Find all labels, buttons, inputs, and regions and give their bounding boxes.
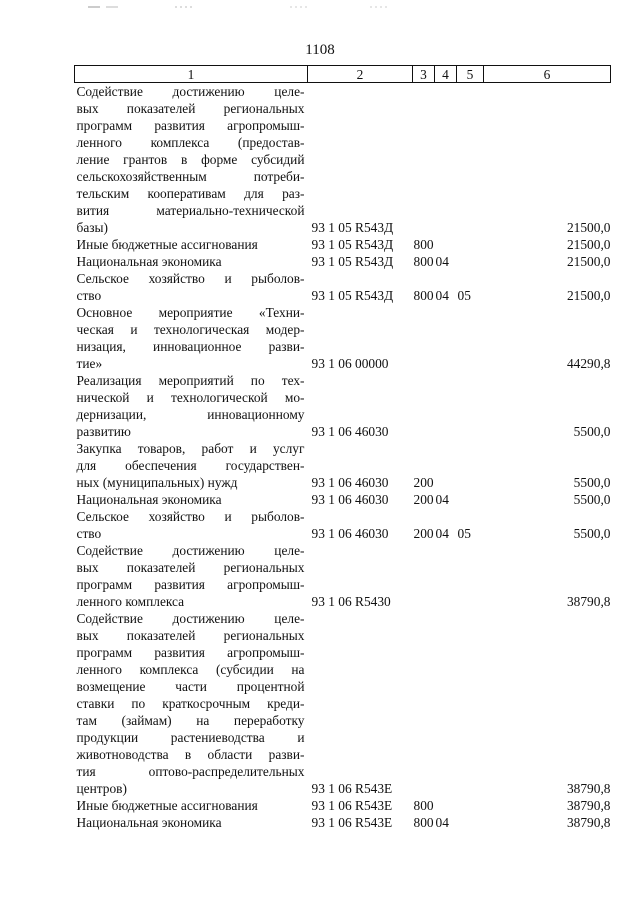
row-name-line: Содействие достижению целе- [76,611,305,626]
row-name-line: продукции растениеводства и [76,730,305,745]
page-number: 1108 [305,42,335,58]
row-name-line: ставки по краткосрочным креди- [76,696,305,711]
table-row [75,491,611,508]
budget-table [74,65,611,831]
column-header-4: 4 [435,66,457,83]
row-subsection [457,372,484,440]
column-header-1: 1 [75,66,308,83]
row-name-line: ленного комплекса [76,594,185,609]
row-code: 93 1 06 46030 [311,492,389,507]
table-row [75,610,611,797]
row-name-line: программ развития агропромыш- [76,577,305,592]
row-expense-type [413,542,435,610]
row-expense-type: 200 [413,526,434,541]
row-code: 93 1 05 R543Д [311,220,394,235]
row-expense-type: 800 [413,815,434,830]
row-subsection [457,610,484,797]
row-expense-type [413,372,435,440]
row-name-line: ление грантов в форме субсидий [76,152,305,167]
row-section: 04 [435,492,449,507]
row-name [75,270,308,304]
row-name-line: программ развития агропромыш- [76,645,305,660]
row-code: 93 1 05 R543Д [311,237,394,252]
row-amount: 38790,8 [566,815,611,830]
row-name-line: животноводства в области разви- [76,747,305,762]
table-row [75,253,611,270]
row-name-line: вых показателей региональных [76,560,305,575]
row-name-line: ленного комплекса (субсидии на [76,662,305,677]
row-name [75,508,308,542]
row-name-line: ческая и технологическая модер- [76,322,305,337]
row-name-line: Сельское хозяйство и рыболов- [76,509,305,524]
row-amount: 38790,8 [566,594,611,609]
table-body [75,83,611,832]
row-amount: 38790,8 [566,798,611,813]
row-code: 93 1 06 R543Е [311,798,393,813]
row-name [75,610,308,797]
row-amount: 21500,0 [566,254,611,269]
row-name-line: тия оптово-распределительных [76,764,305,779]
row-name-line: ленного комплекса (предостав- [76,135,305,150]
row-subsection [457,304,484,372]
row-name [75,491,308,508]
row-subsection [457,253,484,270]
row-name-line: Национальная экономика [76,254,222,269]
row-section [435,304,457,372]
table-row [75,270,611,304]
row-expense-type: 200 [413,475,434,490]
row-name-line: тельским кооперативам для раз- [76,186,305,201]
row-section [435,236,457,253]
row-amount: 38790,8 [566,781,611,796]
row-name-line: Основное мероприятие «Техни- [76,305,305,320]
row-expense-type: 800 [413,237,434,252]
row-expense-type: 200 [413,492,434,507]
row-name-line: развитию [76,424,131,439]
row-expense-type [413,610,435,797]
row-amount: 5500,0 [573,424,611,439]
row-name [75,236,308,253]
row-name-line: там (займам) на переработку [76,713,305,728]
row-expense-type [413,83,435,237]
row-amount: 5500,0 [573,475,611,490]
row-code: 93 1 05 R543Д [311,254,394,269]
row-code: 93 1 06 00000 [311,356,389,371]
row-code: 93 1 06 R543Е [311,815,393,830]
row-subsection: 05 [457,288,471,303]
row-code: 93 1 06 R5430 [311,594,391,609]
row-name-line: ство [76,288,102,303]
row-name [75,304,308,372]
row-section: 04 [435,815,449,830]
row-code: 93 1 06 46030 [311,475,389,490]
table-row [75,542,611,610]
row-name-line: нической и технологической мо- [76,390,305,405]
row-name-line: для обеспечения государствен- [76,458,305,473]
row-section [435,542,457,610]
row-section [435,797,457,814]
row-section [435,610,457,797]
table-row [75,236,611,253]
row-code: 93 1 05 R543Д [311,288,394,303]
table-row [75,797,611,814]
table-row [75,814,611,831]
column-header-5: 5 [457,66,484,83]
row-subsection [457,542,484,610]
row-name-line: Закупка товаров, работ и услуг [76,441,305,456]
row-code: 93 1 06 46030 [311,526,389,541]
row-name-line: ство [76,526,102,541]
row-name-line: программ развития агропромыш- [76,118,305,133]
row-subsection [457,440,484,491]
table-row [75,508,611,542]
table-row [75,372,611,440]
row-subsection [457,83,484,237]
row-section [435,372,457,440]
column-header-3: 3 [413,66,435,83]
row-name [75,440,308,491]
row-amount: 5500,0 [573,526,611,541]
row-name [75,814,308,831]
row-amount: 21500,0 [566,288,611,303]
row-expense-type: 800 [413,798,434,813]
row-section: 04 [435,254,449,269]
row-name-line: вых показателей региональных [76,628,305,643]
row-code: 93 1 06 R543Е [311,781,393,796]
row-name-line: низация, инновационное разви- [76,339,305,354]
row-amount: 21500,0 [566,237,611,252]
table-row [75,83,611,237]
row-subsection [457,236,484,253]
table-row [75,304,611,372]
column-header-6: 6 [484,66,611,83]
row-name-line: сельскохозяйственным потреби- [76,169,305,184]
row-name-line: центров) [76,781,127,796]
row-amount: 5500,0 [573,492,611,507]
row-expense-type: 800 [413,254,434,269]
row-expense-type: 800 [413,288,434,303]
row-code: 93 1 06 46030 [311,424,389,439]
row-expense-type [413,304,435,372]
row-name-line: Реализация мероприятий по тех- [76,373,305,388]
row-section [435,83,457,237]
row-subsection [457,797,484,814]
row-name-line: Сельское хозяйство и рыболов- [76,271,305,286]
scan-artifact-marks [70,4,400,10]
row-name-line: тие» [76,356,103,371]
table-row [75,440,611,491]
row-subsection [457,814,484,831]
row-name [75,372,308,440]
row-name-line: Национальная экономика [76,815,222,830]
row-section [435,440,457,491]
row-name-line: базы) [76,220,109,235]
row-name-line: вития материально-технической [76,203,305,218]
row-name [75,542,308,610]
row-name-line: Иные бюджетные ассигнования [76,798,258,813]
row-name [75,797,308,814]
row-subsection [457,491,484,508]
column-header-2: 2 [308,66,413,83]
row-name [75,253,308,270]
row-name-line: дернизации, инновационному [76,407,305,422]
row-section: 04 [435,526,449,541]
row-name-line: Национальная экономика [76,492,222,507]
row-name-line: ных (муниципальных) нужд [76,475,238,490]
row-name-line: возмещение части процентной [76,679,305,694]
row-name [75,83,308,237]
row-section: 04 [435,288,449,303]
row-name-line: Содействие достижению целе- [76,543,305,558]
row-subsection: 05 [457,526,471,541]
row-name-line: Содействие достижению целе- [76,84,305,99]
table-header-row [75,66,611,83]
row-name-line: Иные бюджетные ассигнования [76,237,258,252]
row-amount: 44290,8 [566,356,611,371]
row-amount: 21500,0 [566,220,611,235]
row-name-line: вых показателей региональных [76,101,305,116]
